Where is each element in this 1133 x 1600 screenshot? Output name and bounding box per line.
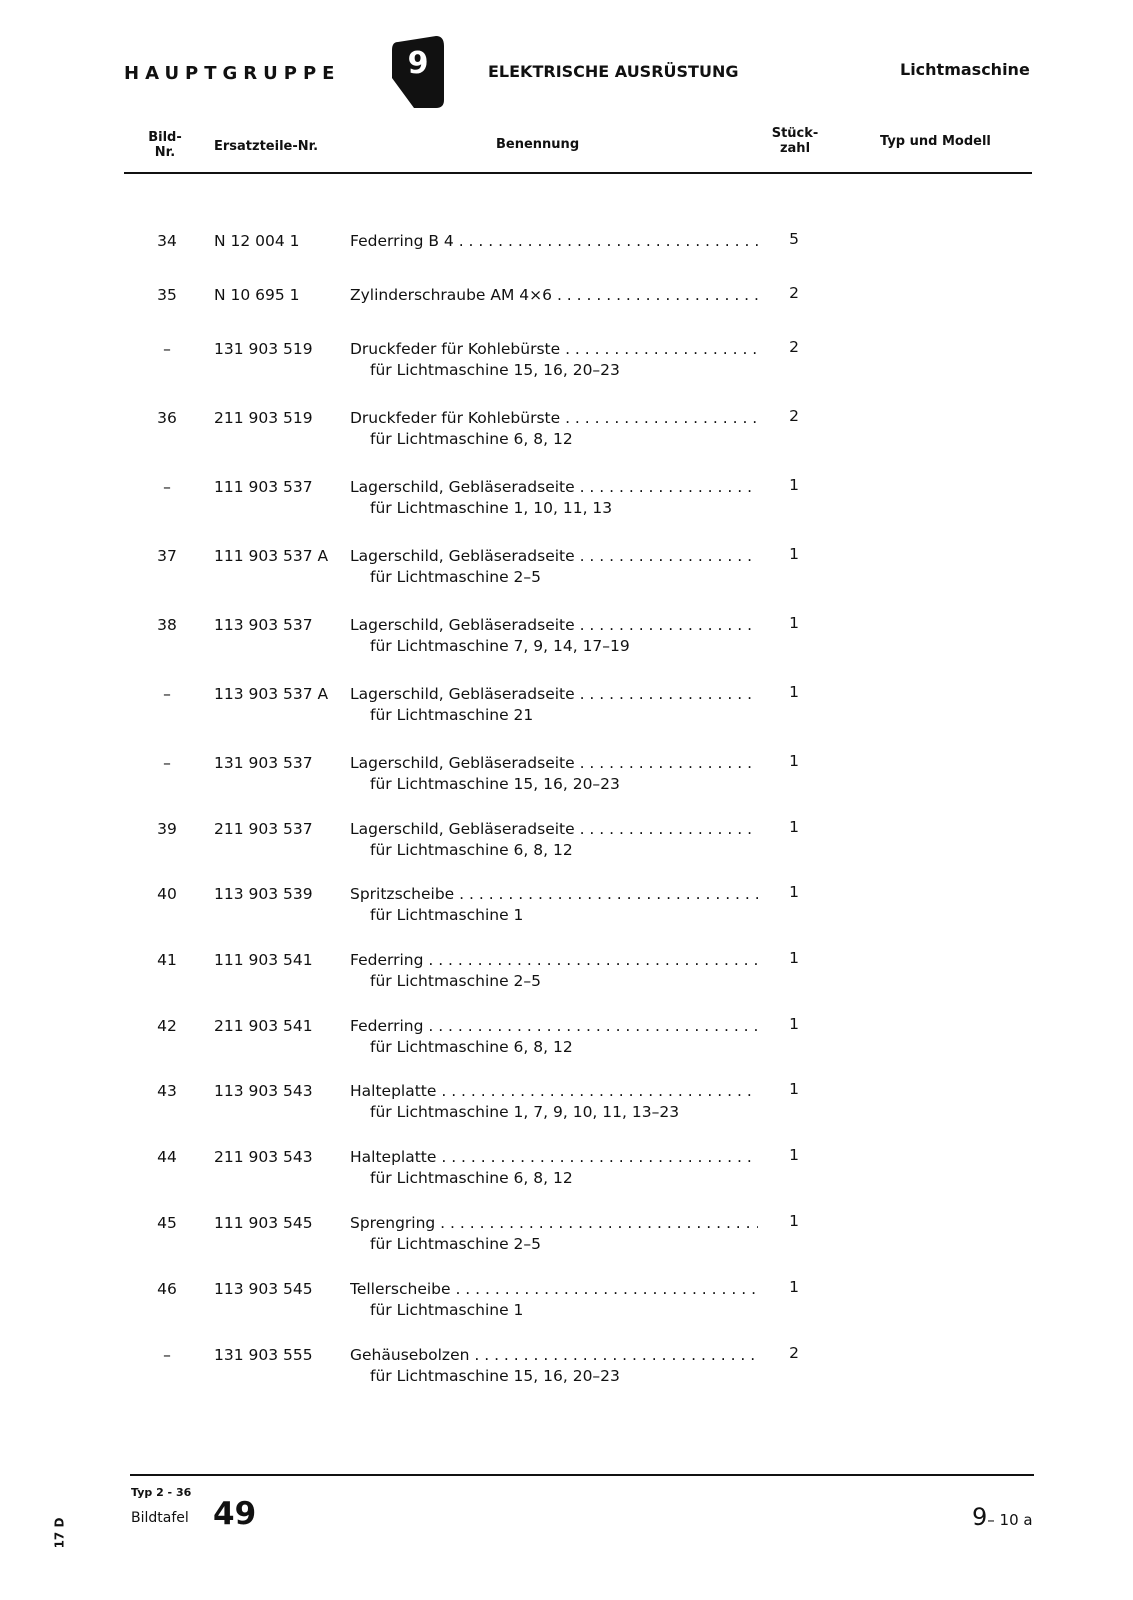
part-application: für Lichtmaschine 1, 7, 9, 10, 11, 13–23 — [370, 1103, 680, 1121]
bild-number: 45 — [157, 1214, 177, 1232]
part-number: 111 903 537 A — [214, 547, 329, 565]
bild-number: – — [163, 1346, 171, 1364]
column-header-benennung: Benennung — [496, 137, 580, 152]
part-description: Federring . . . — [350, 1017, 758, 1035]
part-application: für Lichtmaschine 2–5 — [370, 568, 542, 586]
table-row — [0, 478, 1133, 538]
part-number: 211 903 543 — [214, 1148, 313, 1166]
group-number: 9 — [407, 46, 429, 81]
quantity: 1 — [789, 1212, 799, 1230]
quantity: 1 — [789, 545, 799, 563]
bild-number: – — [163, 685, 171, 703]
table-row — [0, 547, 1133, 607]
quantity: 2 — [789, 284, 799, 302]
page-number-suffix: – 10 a — [987, 1511, 1033, 1529]
part-number: 113 903 539 — [214, 885, 313, 903]
table-row — [0, 616, 1133, 676]
part-number: N 10 695 1 — [214, 286, 300, 304]
bild-number: 34 — [157, 232, 177, 250]
bild-number: 39 — [157, 820, 177, 838]
bild-number: 38 — [157, 616, 177, 634]
part-number: N 12 004 1 — [214, 232, 300, 250]
part-application: für Lichtmaschine 15, 16, 20–23 — [370, 361, 620, 379]
bild-number: – — [163, 754, 171, 772]
quantity: 1 — [789, 949, 799, 967]
part-description: Federring . . . — [350, 951, 758, 969]
part-application: für Lichtmaschine 1, 10, 11, 13 — [370, 499, 613, 517]
column-header-bild: Bild- Nr. — [148, 130, 182, 160]
quantity: 1 — [789, 818, 799, 836]
part-description: Druckfeder für Kohlebürste . . . — [350, 340, 758, 358]
part-application: für Lichtmaschine 21 — [370, 706, 534, 724]
quantity: 2 — [789, 1344, 799, 1362]
part-description: Druckfeder für Kohlebürste . . . — [350, 409, 758, 427]
column-header-stueckzahl: Stück- zahl — [771, 126, 819, 156]
table-row — [0, 685, 1133, 745]
part-number: 113 903 543 — [214, 1082, 313, 1100]
quantity: 5 — [789, 230, 799, 248]
part-description: Lagerschild, Gebläseradseite . . . — [350, 754, 758, 772]
part-number: 211 903 537 — [214, 820, 313, 838]
part-description: Lagerschild, Gebläseradseite . . . — [350, 478, 758, 496]
column-header-typ: Typ und Modell — [880, 134, 991, 149]
part-application: für Lichtmaschine 6, 8, 12 — [370, 1169, 573, 1187]
bild-number: – — [163, 478, 171, 496]
table-row — [0, 951, 1133, 1011]
table-row — [0, 1346, 1133, 1406]
table-row — [0, 885, 1133, 945]
part-application: für Lichtmaschine 6, 8, 12 — [370, 430, 573, 448]
table-row — [0, 340, 1133, 400]
part-number: 113 903 545 — [214, 1280, 313, 1298]
bildtafel-number: 49 — [213, 1496, 257, 1532]
bild-number: 46 — [157, 1280, 177, 1298]
quantity: 1 — [789, 1080, 799, 1098]
table-row — [0, 1082, 1133, 1142]
main-group-label: HAUPTGRUPPE — [124, 63, 341, 84]
bild-number: 35 — [157, 286, 177, 304]
footer-rule — [130, 1474, 1034, 1476]
footer-typ: Typ 2 - 36 — [131, 1486, 192, 1499]
table-row — [0, 754, 1133, 814]
part-description: Lagerschild, Gebläseradseite . . . — [350, 685, 758, 703]
part-description: Lagerschild, Gebläseradseite . . . — [350, 616, 758, 634]
part-number: 131 903 537 — [214, 754, 313, 772]
bild-number: 36 — [157, 409, 177, 427]
part-application: für Lichtmaschine 2–5 — [370, 972, 542, 990]
bild-number: 40 — [157, 885, 177, 903]
part-description: Halteplatte . . . — [350, 1082, 758, 1100]
part-number: 131 903 555 — [214, 1346, 313, 1364]
part-number: 111 903 545 — [214, 1214, 313, 1232]
part-description: Spritzscheibe . . . — [350, 885, 758, 903]
sub-title: Lichtmaschine — [900, 60, 1030, 79]
part-application: für Lichtmaschine 6, 8, 12 — [370, 841, 573, 859]
part-application: für Lichtmaschine 2–5 — [370, 1235, 542, 1253]
part-description: Federring B 4 . . . — [350, 232, 758, 250]
quantity: 1 — [789, 1278, 799, 1296]
part-number: 211 903 519 — [214, 409, 313, 427]
part-application: für Lichtmaschine 15, 16, 20–23 — [370, 1367, 620, 1385]
quantity: 1 — [789, 476, 799, 494]
part-number: 111 903 541 — [214, 951, 313, 969]
table-row — [0, 232, 1133, 292]
part-application: für Lichtmaschine 1 — [370, 906, 524, 924]
quantity: 2 — [789, 338, 799, 356]
table-row — [0, 820, 1133, 880]
bild-number: 42 — [157, 1017, 177, 1035]
part-application: für Lichtmaschine 6, 8, 12 — [370, 1038, 573, 1056]
bild-number: 41 — [157, 951, 177, 969]
bild-number: 43 — [157, 1082, 177, 1100]
part-description: Tellerscheibe . . . — [350, 1280, 758, 1298]
bild-number: 37 — [157, 547, 177, 565]
part-application: für Lichtmaschine 15, 16, 20–23 — [370, 775, 620, 793]
quantity: 1 — [789, 883, 799, 901]
part-application: für Lichtmaschine 1 — [370, 1301, 524, 1319]
part-description: Gehäusebolzen . . . — [350, 1346, 758, 1364]
table-row — [0, 409, 1133, 469]
part-description: Halteplatte . . . — [350, 1148, 758, 1166]
page-number — [972, 1503, 1033, 1531]
part-number: 111 903 537 — [214, 478, 313, 496]
header-rule — [124, 172, 1032, 174]
side-code: 17 D — [52, 1517, 67, 1549]
part-number: 131 903 519 — [214, 340, 313, 358]
page-number-main: 9 — [972, 1503, 988, 1531]
group-number-badge — [392, 34, 444, 110]
table-row — [0, 286, 1133, 346]
quantity: 2 — [789, 407, 799, 425]
bildtafel-label: Bildtafel — [131, 1510, 189, 1526]
part-description: Lagerschild, Gebläseradseite . . . — [350, 547, 758, 565]
quantity: 1 — [789, 683, 799, 701]
part-description: Lagerschild, Gebläseradseite . . . — [350, 820, 758, 838]
table-row — [0, 1214, 1133, 1274]
bild-number: 44 — [157, 1148, 177, 1166]
part-number: 211 903 541 — [214, 1017, 313, 1035]
page-header — [0, 0, 1133, 160]
part-description: Zylinderschraube AM 4×6 . . . — [350, 286, 758, 304]
bild-number: – — [163, 340, 171, 358]
column-header-ersatzteile: Ersatzteile-Nr. — [214, 139, 319, 154]
table-row — [0, 1017, 1133, 1077]
quantity: 1 — [789, 1146, 799, 1164]
table-row — [0, 1148, 1133, 1208]
part-number: 113 903 537 A — [214, 685, 329, 703]
part-application: für Lichtmaschine 7, 9, 14, 17–19 — [370, 637, 630, 655]
table-row — [0, 1280, 1133, 1340]
group-title: ELEKTRISCHE AUSRÜSTUNG — [488, 62, 739, 81]
quantity: 1 — [789, 752, 799, 770]
part-description: Sprengring . . . — [350, 1214, 758, 1232]
quantity: 1 — [789, 1015, 799, 1033]
part-number: 113 903 537 — [214, 616, 313, 634]
quantity: 1 — [789, 614, 799, 632]
